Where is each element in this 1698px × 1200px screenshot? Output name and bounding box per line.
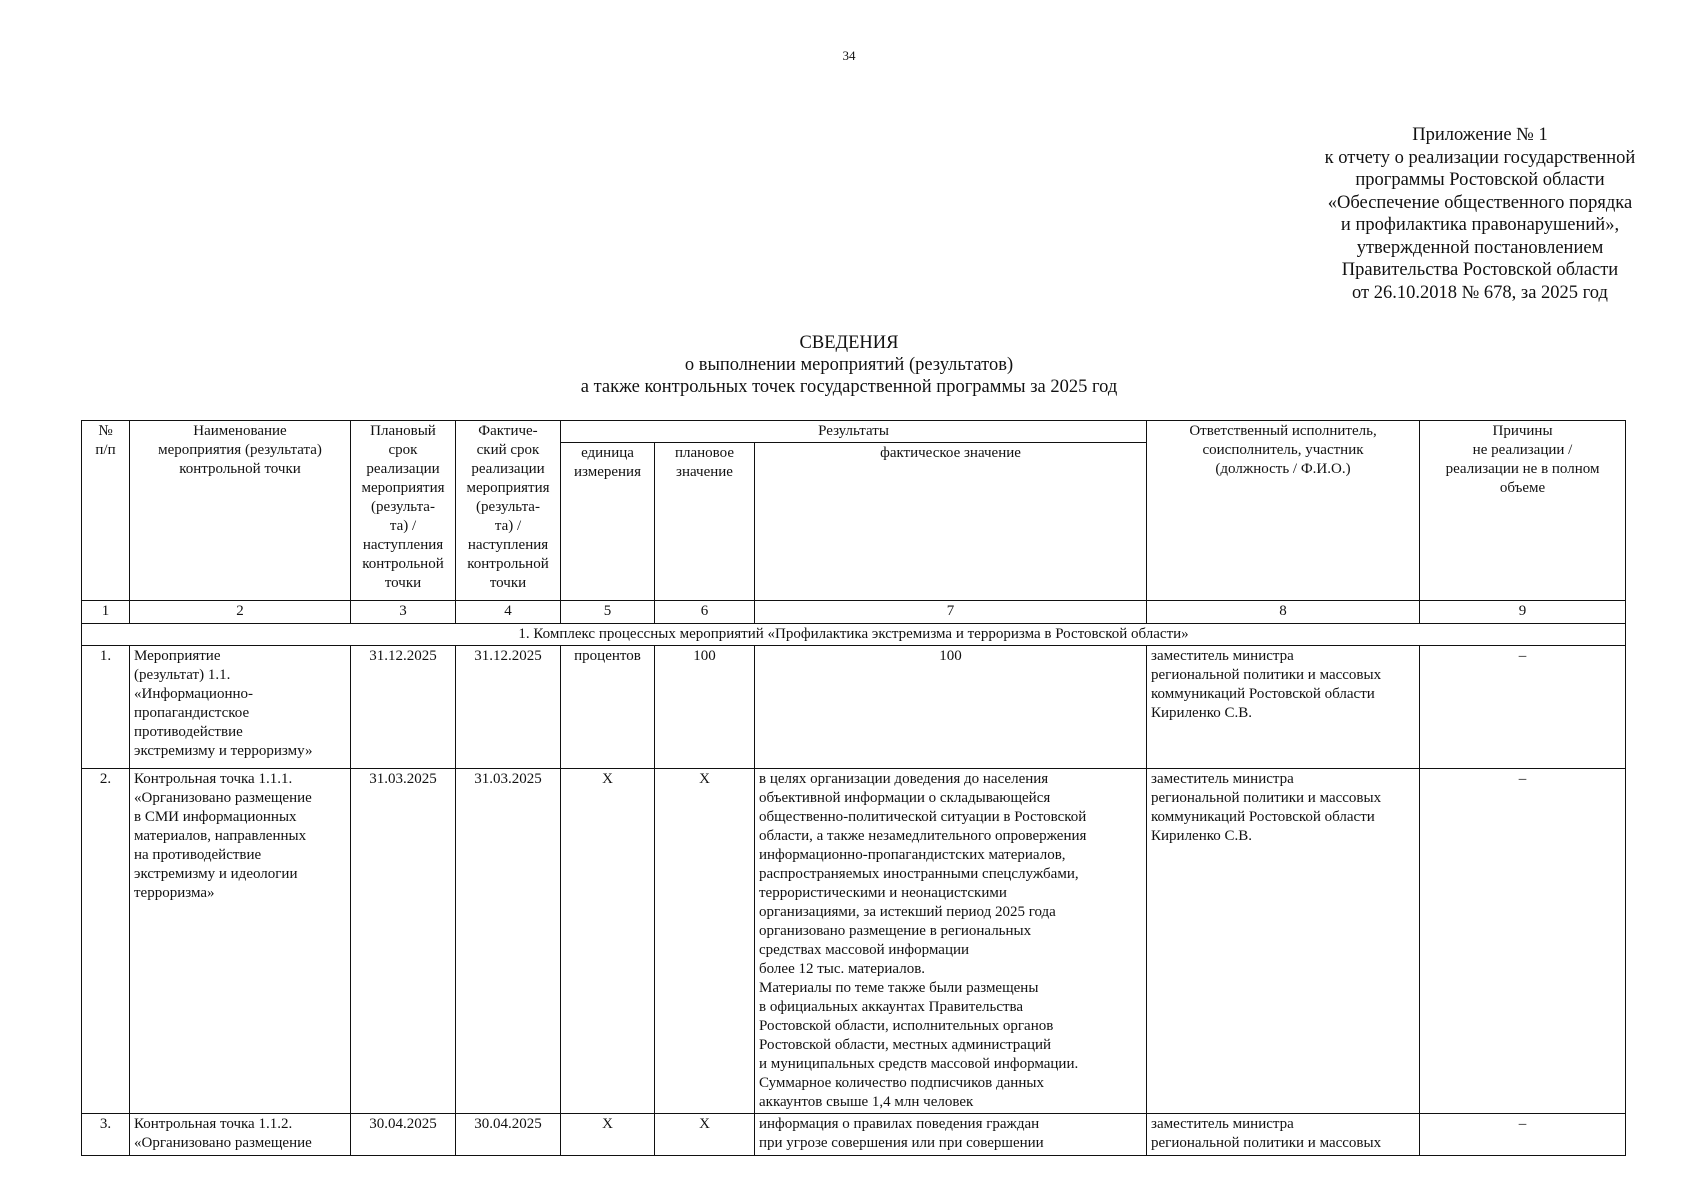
row-name: Мероприятие (результат) 1.1. «Информационно- пропагандистское противодействие экстремизму и терроризму» <box>130 646 351 769</box>
row-name: Контрольная точка 1.1.1. «Организовано размещение в СМИ информационных материалов, направленных на противодействие экстремизму и идеологии терроризма» <box>130 769 351 1114</box>
row-reasons: – <box>1420 1114 1626 1156</box>
row-fact-term: 31.12.2025 <box>456 646 561 769</box>
appendix-line: от 26.10.2018 № 678, за 2025 год <box>1352 282 1608 303</box>
row-reasons: – <box>1420 646 1626 769</box>
row-reasons: – <box>1420 769 1626 1114</box>
row-unit: процентов <box>561 646 655 769</box>
row-plan-value: Х <box>655 1114 755 1156</box>
column-number: 5 <box>561 601 655 624</box>
row-responsible: заместитель министра региональной политики и массовых коммуникаций Ростовской области Кириленко С.В. <box>1147 646 1420 769</box>
row-plan-term: 31.03.2025 <box>351 769 456 1114</box>
column-number: 3 <box>351 601 456 624</box>
page-number: 34 <box>842 48 856 63</box>
appendix-line: Правительства Ростовской области <box>1341 260 1619 280</box>
row-plan-value: Х <box>655 769 755 1114</box>
header-responsible: Ответственный исполнитель, соисполнитель, участник (должность / Ф.И.О.) <box>1147 421 1420 601</box>
appendix-heading <box>1230 124 1698 304</box>
table-row <box>82 769 1626 1114</box>
column-number: 1 <box>82 601 130 624</box>
column-number: 9 <box>1420 601 1626 624</box>
appendix-line: «Обеспечение общественного порядка <box>1327 192 1633 213</box>
row-num: 2. <box>82 769 130 1114</box>
title-line: СВЕДЕНИЯ <box>799 333 899 353</box>
header-name: Наименование мероприятия (результата) контрольной точки <box>130 421 351 601</box>
column-number: 7 <box>755 601 1147 624</box>
row-fact-value: 100 <box>755 646 1147 769</box>
column-number: 6 <box>655 601 755 624</box>
row-plan-term: 31.12.2025 <box>351 646 456 769</box>
header-fact-term: Фактиче- ский срок реализации мероприятия (результа- та) / наступления контрольной точки <box>456 421 561 601</box>
section-title: 1. Комплекс процессных мероприятий «Профилактика экстремизма и терроризма в Ростовской области» <box>82 624 1626 646</box>
header-unit: единица измерения <box>561 443 655 601</box>
appendix-line: утвержденной постановлением <box>1356 237 1604 258</box>
column-number-row <box>82 601 1626 624</box>
row-responsible: заместитель министра региональной политики и массовых коммуникаций Ростовской области Кириленко С.В. <box>1147 769 1420 1114</box>
appendix-line: Приложение № 1 <box>1412 125 1548 145</box>
document-title <box>0 332 1698 398</box>
row-plan-value: 100 <box>655 646 755 769</box>
title-line: о выполнении мероприятий (результатов) <box>684 355 1014 375</box>
row-fact-value: информация о правилах поведения граждан при угрозе совершения или при совершении <box>755 1114 1147 1156</box>
row-num: 1. <box>82 646 130 769</box>
header-plan-value: плановое значение <box>655 443 755 601</box>
appendix-line: и профилактика правонарушений», <box>1340 215 1620 235</box>
appendix-line: к отчету о реализации государственной <box>1324 147 1636 168</box>
header-fact-value: фактическое значение <box>755 443 1147 601</box>
results-table <box>81 420 1626 1156</box>
column-number: 4 <box>456 601 561 624</box>
header-num: № п/п <box>82 421 130 601</box>
table-row <box>82 1114 1626 1156</box>
row-unit: Х <box>561 769 655 1114</box>
row-unit: Х <box>561 1114 655 1156</box>
column-number: 8 <box>1147 601 1420 624</box>
row-fact-value: в целях организации доведения до населения объективной информации о складывающейся общественно-политической ситуации в Ростовской области, а также незамедлительного опровержения информационно-пропагандистских материалов, распространяемых иностранными спецслужбами, террористическими и неонацистскими организациями, за истекший период 2025 года организовано размещение в региональных средствах массовой информации более 12 тыс. материалов. Материалы по теме также были размещены в официальных аккаунтах Правительства Ростовской области, исполнительных органов Ростовской области, местных администраций и муниципальных средств массовой информации. Суммарное количество подписчиков данных аккаунтов свыше 1,4 млн человек <box>755 769 1147 1114</box>
header-plan-term: Плановый срок реализации мероприятия (результа- та) / наступления контрольной точки <box>351 421 456 601</box>
header-results: Результаты <box>561 421 1147 443</box>
row-name: Контрольная точка 1.1.2. «Организовано размещение <box>130 1114 351 1156</box>
title-line: а также контрольных точек государственной программы за 2025 год <box>580 377 1118 397</box>
appendix-line: программы Ростовской области <box>1355 170 1605 190</box>
table-row <box>82 646 1626 769</box>
column-number: 2 <box>130 601 351 624</box>
row-plan-term: 30.04.2025 <box>351 1114 456 1156</box>
row-fact-term: 31.03.2025 <box>456 769 561 1114</box>
row-num: 3. <box>82 1114 130 1156</box>
header-reasons: Причины не реализации / реализации не в полном объеме <box>1420 421 1626 601</box>
row-responsible: заместитель министра региональной политики и массовых <box>1147 1114 1420 1156</box>
row-fact-term: 30.04.2025 <box>456 1114 561 1156</box>
section-row <box>82 624 1626 646</box>
